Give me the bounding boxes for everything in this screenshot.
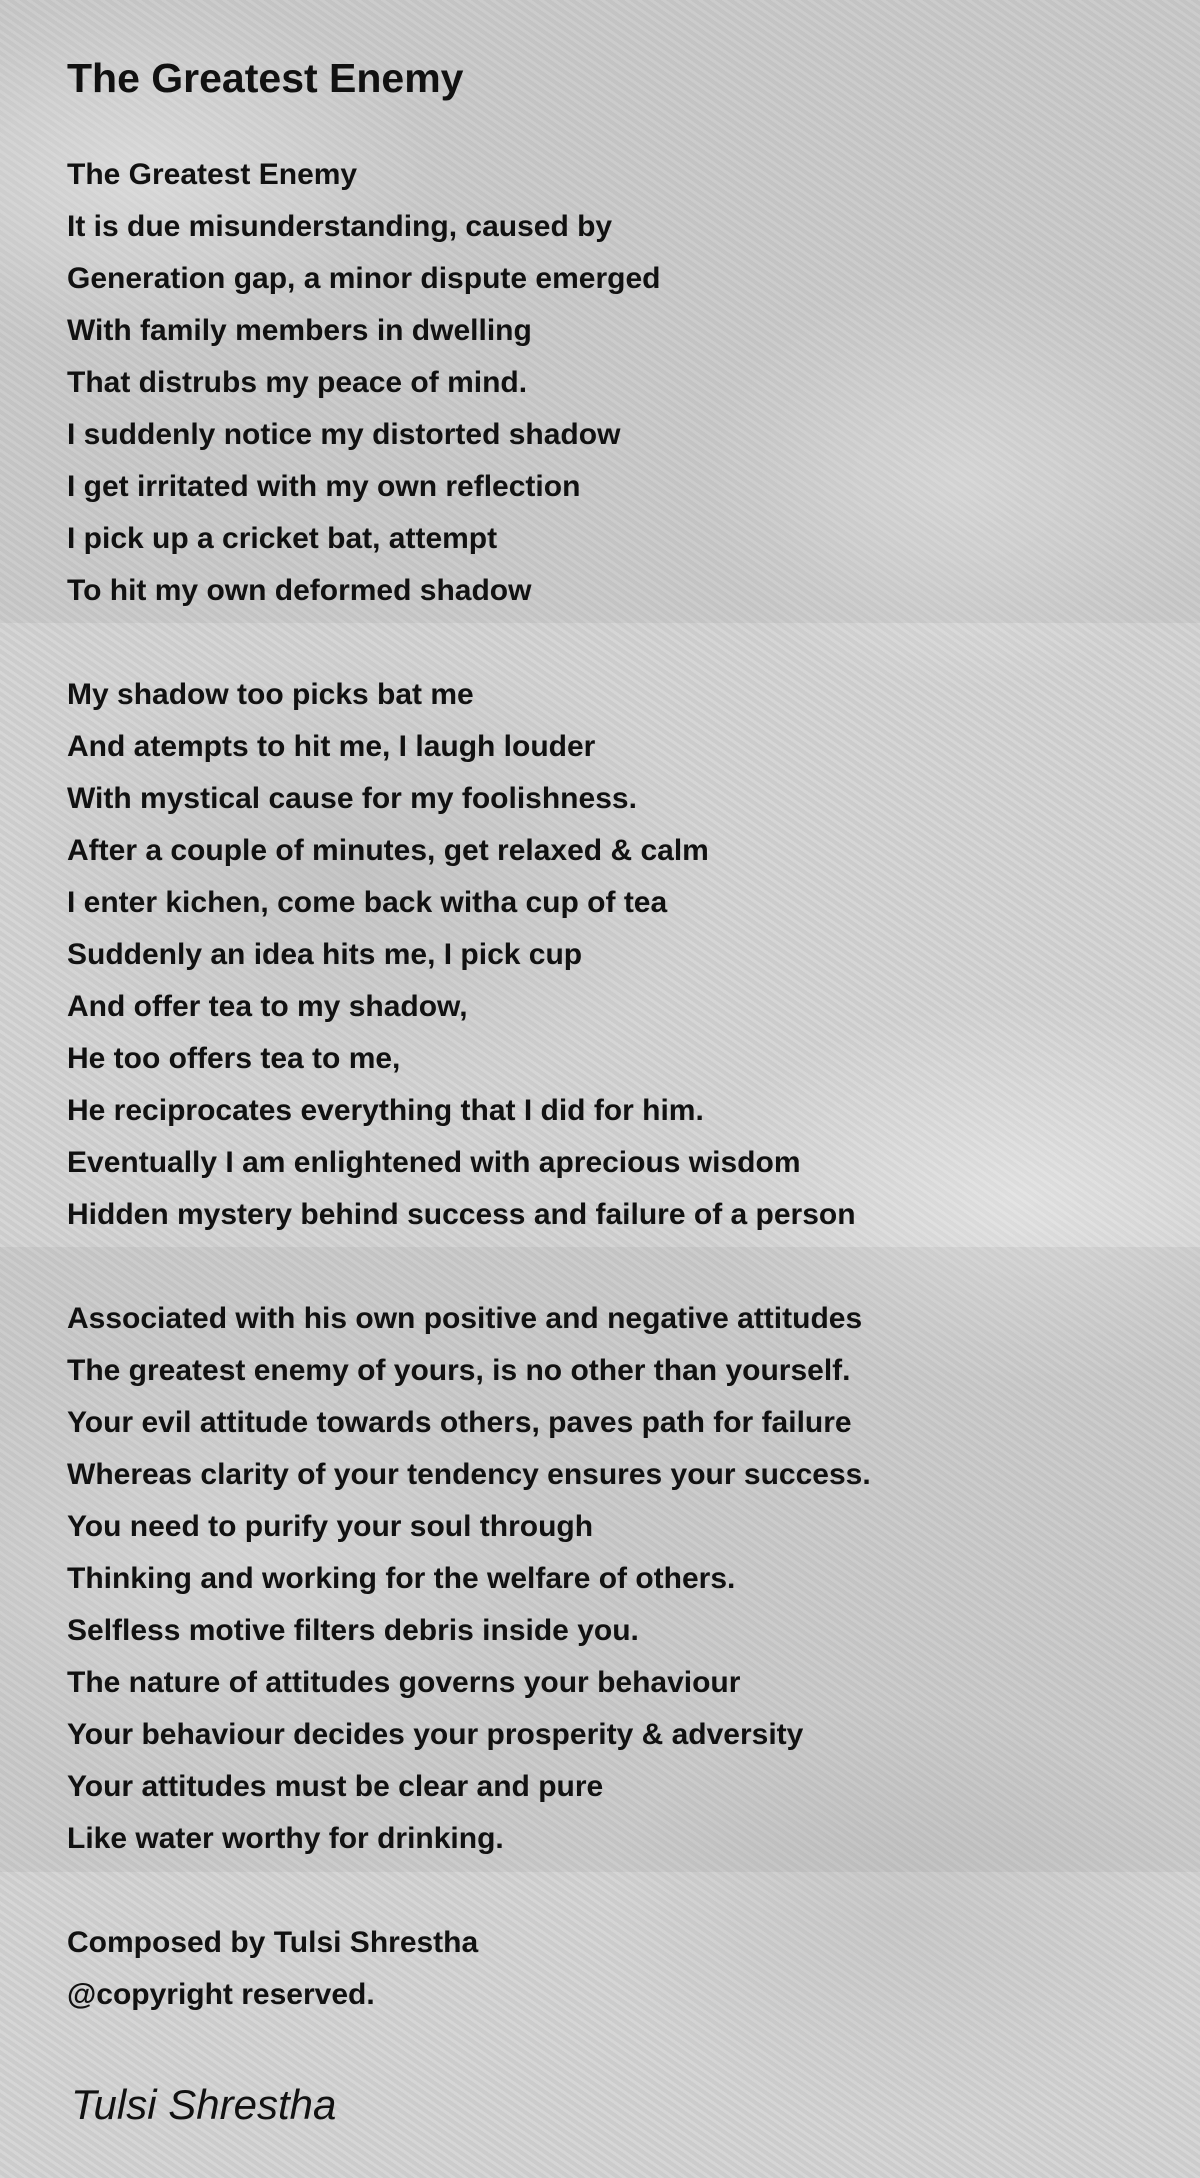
poem-title: The Greatest Enemy	[67, 55, 464, 101]
poem-line: After a couple of minutes, get relaxed & calm	[67, 834, 709, 867]
poem-line: He reciprocates everything that I did for him.	[67, 1094, 704, 1127]
poem-line: Whereas clarity of your tendency ensures your success.	[67, 1458, 871, 1491]
poem-line: To hit my own deformed shadow	[67, 574, 532, 607]
poem-line: Like water worthy for drinking.	[67, 1822, 504, 1855]
poem-line: Your evil attitude towards others, paves path for failure	[67, 1406, 852, 1439]
poem-line: Composed by Tulsi Shrestha	[67, 1926, 479, 1959]
poem-line: I enter kichen, come back witha cup of tea	[67, 886, 668, 919]
poem-line: With mystical cause for my foolishness.	[67, 782, 637, 815]
poem-line: It is due misunderstanding, caused by	[67, 210, 613, 243]
poem-line: Generation gap, a minor dispute emerged	[67, 262, 661, 295]
poem-line: Hidden mystery behind success and failure of a person	[67, 1198, 856, 1231]
poem-line: Your behaviour decides your prosperity & adversity	[67, 1718, 804, 1751]
poem-line: Eventually I am enlightened with aprecious wisdom	[67, 1146, 801, 1179]
poem-line: My shadow too picks bat me	[67, 678, 474, 711]
poem-line: Your attitudes must be clear and pure	[67, 1770, 604, 1803]
poem-line: And offer tea to my shadow,	[67, 990, 468, 1023]
poem-line: Thinking and working for the welfare of others.	[67, 1562, 736, 1595]
poem-line: That distrubs my peace of mind.	[67, 366, 528, 399]
poem-line: The nature of attitudes governs your behaviour	[67, 1666, 741, 1699]
poem-line: With family members in dwelling	[67, 314, 532, 347]
poem-line: Suddenly an idea hits me, I pick cup	[67, 938, 583, 971]
poem-line: He too offers tea to me,	[67, 1042, 401, 1075]
poem-line: @copyright reserved.	[67, 1978, 375, 2011]
poem-line: I suddenly notice my distorted shadow	[67, 418, 621, 451]
poem-line: The greatest enemy of yours, is no other than yourself.	[67, 1354, 851, 1387]
poem-line: Associated with his own positive and negative attitudes	[67, 1302, 863, 1335]
author-signature: Tulsi Shrestha	[71, 2081, 337, 2128]
poem-line: I get irritated with my own reflection	[67, 470, 581, 503]
poem-line: Selfless motive filters debris inside you.	[67, 1614, 639, 1647]
poem-line: You need to purify your soul through	[67, 1510, 594, 1543]
poem-line: The Greatest Enemy	[67, 158, 358, 191]
poem-line: I pick up a cricket bat, attempt	[67, 522, 498, 555]
poem-line: And atempts to hit me, I laugh louder	[67, 730, 596, 763]
